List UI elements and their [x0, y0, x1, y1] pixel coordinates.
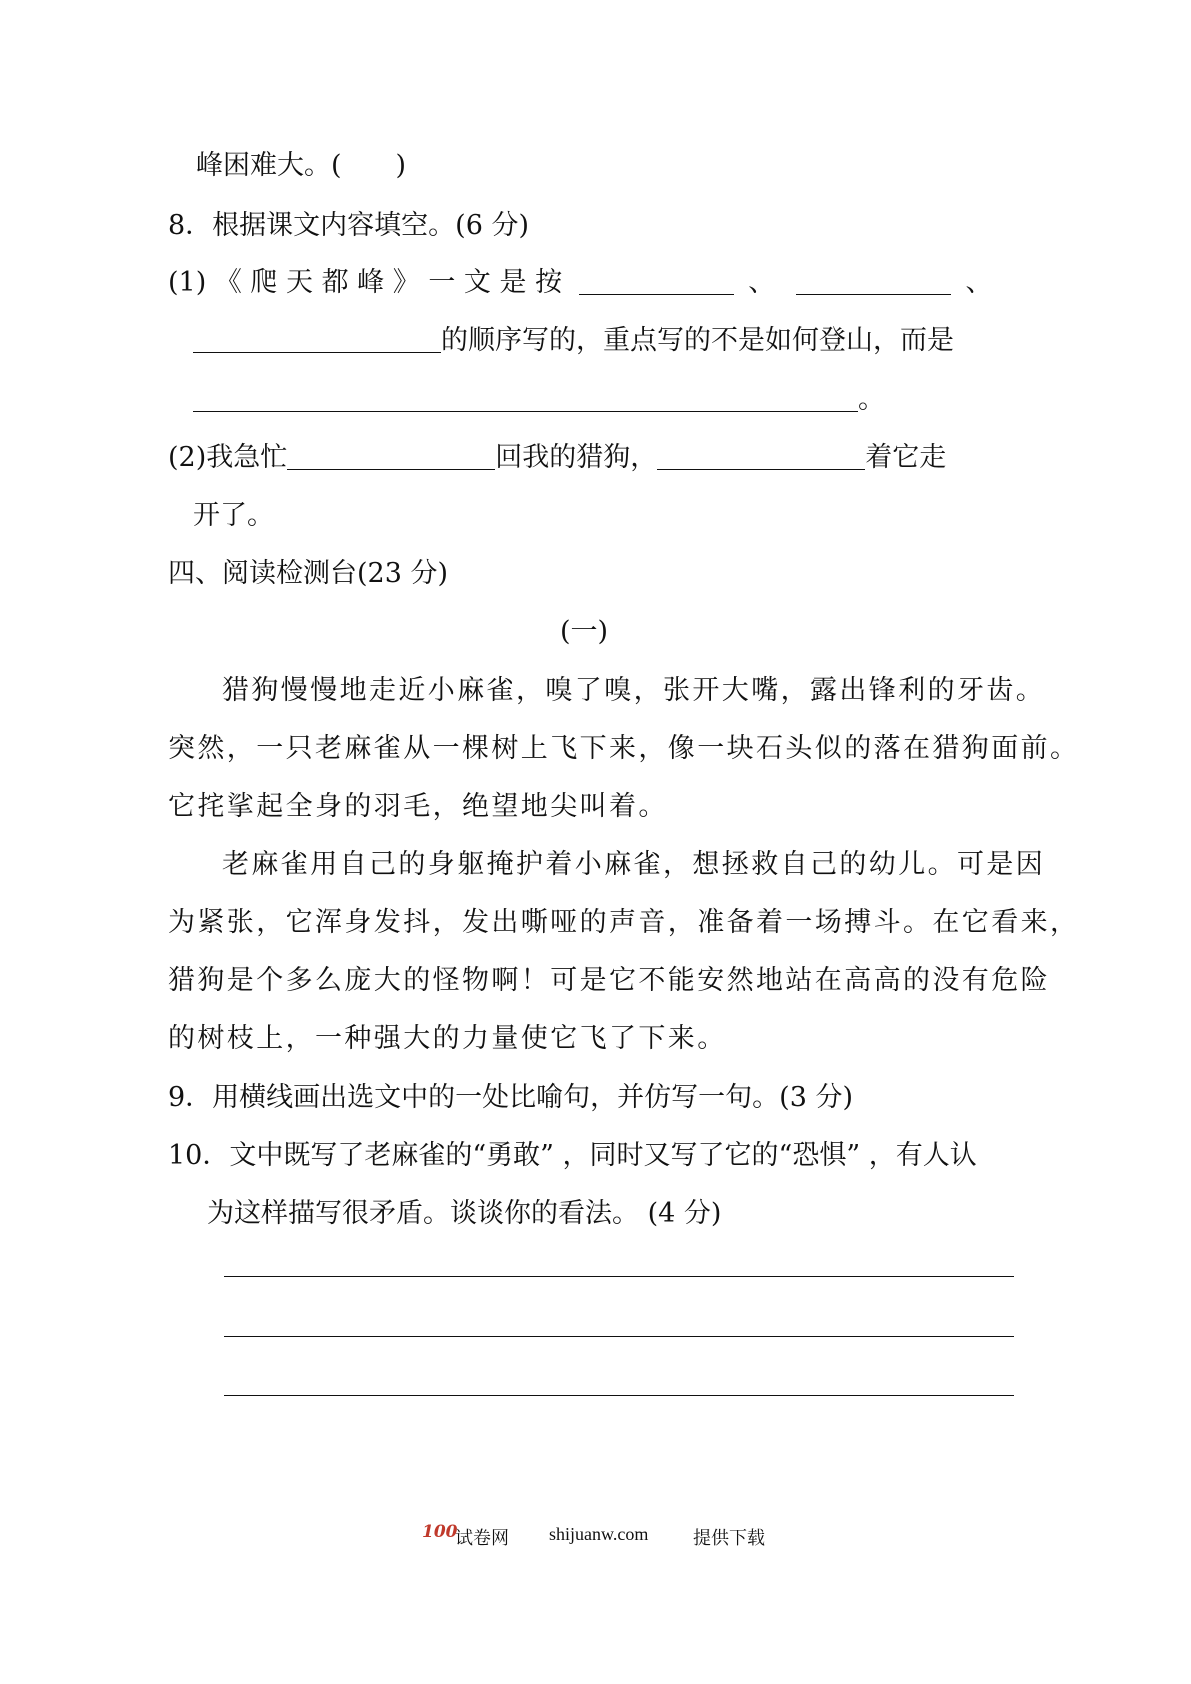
- passage-line-5: 为紧张，它浑身发抖，发出嘶哑的声音，准备着一场搏斗。在它看来，: [168, 907, 1080, 938]
- answer-line-3[interactable]: [224, 1395, 1014, 1396]
- fill-blank-5[interactable]: [287, 441, 495, 470]
- passage-line-1: 猎狗慢慢地走近小麻雀，嗅了嗅，张开大嘴，露出锋利的牙齿。: [222, 675, 1046, 706]
- passage-line-7: 的树枝上，一种强大的力量使它飞了下来。: [168, 1023, 727, 1054]
- site-name: 试卷网: [455, 1528, 509, 1549]
- q8-part2-middle: 回我的猎狗，: [495, 442, 658, 473]
- passage-line-2: 突然，一只老麻雀从一棵树上飞下来，像一块石头似的落在猎狗面前。: [168, 733, 1080, 764]
- site-logo: 100: [422, 1522, 458, 1542]
- passage-line-4: 老麻雀用自己的身躯掩护着小麻雀，想拯救自己的幼儿。可是因: [222, 849, 1046, 880]
- fill-blank-3[interactable]: [193, 324, 441, 353]
- passage-number: (一): [560, 616, 609, 647]
- passage-line-3: 它挓挲起全身的羽毛，绝望地尖叫着。: [168, 791, 668, 822]
- fill-blank-2[interactable]: [796, 266, 951, 295]
- q10-line-1: 10．文中既写了老麻雀的“勇敢” ，同时又写了它的“恐惧” ，有人认: [168, 1140, 977, 1171]
- answer-line-1[interactable]: [224, 1276, 1014, 1277]
- fill-blank-6[interactable]: [657, 441, 865, 470]
- q8-part1-middle: 的顺序写的，重点写的不是如何登山，而是: [441, 325, 954, 356]
- q8-part1-line1: [168, 265, 992, 301]
- q8-part2-line2: 开了。: [193, 500, 274, 531]
- q8-part2-after: 着它走: [865, 442, 947, 473]
- q8-part1-prompt: (1) 《 爬 天 都 峰 》 一 文 是 按: [168, 267, 563, 298]
- section4-title: 四、阅读检测台(23 分): [168, 558, 449, 589]
- q8-part1-line3: [193, 382, 885, 418]
- q10-line-2: 为这样描写很矛盾。谈谈你的看法。 (4 分): [207, 1198, 722, 1229]
- site-domain: shijuanw.com: [549, 1524, 649, 1544]
- fill-blank-4[interactable]: [193, 383, 858, 412]
- separator: 、: [748, 267, 776, 298]
- passage-line-6: 猎狗是个多么庞大的怪物啊！可是它不能安然地站在高高的没有危险: [168, 965, 1050, 996]
- q9-title: 9．用横线画出选文中的一处比喻句，并仿写一句。(3 分): [168, 1082, 854, 1113]
- q8-part2-line1: [168, 440, 946, 476]
- fill-blank-1[interactable]: [579, 266, 734, 295]
- q8-part1-end: 。: [858, 384, 885, 415]
- answer-line-2[interactable]: [224, 1336, 1014, 1337]
- q7-tail: 峰困难大。( ): [196, 150, 407, 181]
- download-note: 提供下载: [693, 1528, 765, 1549]
- q8-part1-line2: [193, 323, 954, 359]
- q8-title: 8．根据课文内容填空。(6 分): [168, 210, 530, 241]
- q8-part2-prompt: (2)我急忙: [168, 442, 288, 473]
- separator: 、: [965, 267, 993, 298]
